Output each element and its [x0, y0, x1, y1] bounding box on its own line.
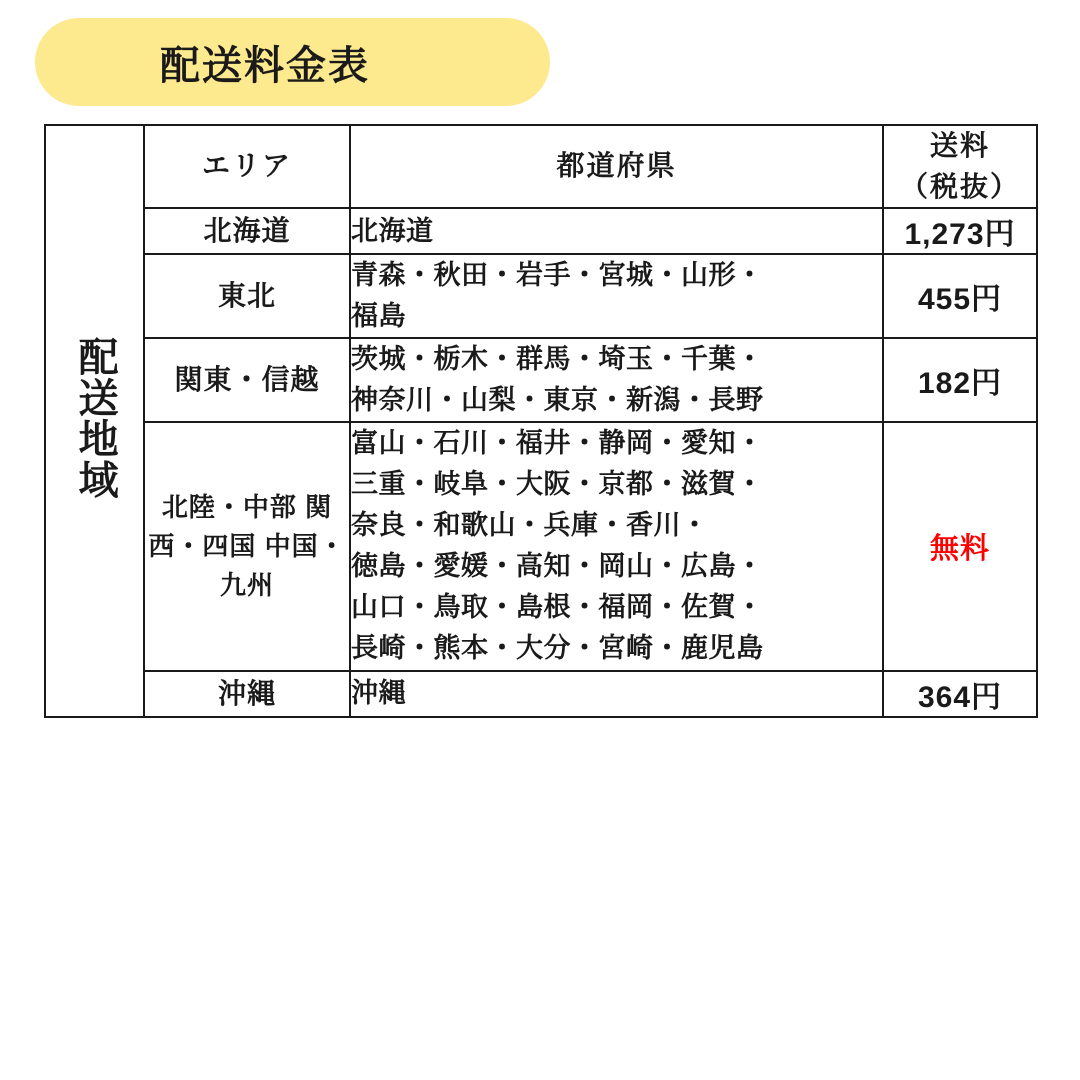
- prefecture-line: 神奈川・山梨・東京・新潟・長野: [351, 385, 764, 416]
- table-row: [45, 208, 1037, 254]
- header-area-text: エリア: [201, 150, 292, 182]
- title-banner: [35, 18, 550, 106]
- side-label-text: 配送地域: [73, 336, 118, 501]
- table-row: [45, 254, 1037, 338]
- header-fee-sub: （税抜）: [899, 170, 1020, 202]
- table-row: [45, 671, 1037, 717]
- prefecture-cell: [350, 254, 883, 338]
- table-row: [45, 338, 1037, 422]
- prefecture-line: 沖縄: [351, 677, 406, 708]
- title-pill: [35, 18, 550, 106]
- area-cell: [144, 422, 350, 670]
- table-header-row: [45, 125, 1037, 208]
- side-label-cell: [45, 125, 144, 717]
- area-line: 中国・九州: [219, 530, 346, 600]
- page-title: 配送料金表: [160, 43, 370, 88]
- prefecture-line: 徳島・愛媛・高知・岡山・広島・: [351, 551, 764, 582]
- header-fee-main: 送料: [929, 130, 990, 161]
- prefecture-line: 福島: [351, 301, 406, 332]
- fee-value: 1,273円: [904, 218, 1016, 252]
- area-line: 関西・四国: [148, 491, 333, 561]
- prefecture-line: 三重・岐阜・大阪・京都・滋賀・: [351, 469, 764, 500]
- area-line: 関東・信越: [174, 364, 320, 396]
- prefecture-line: 北海道: [351, 215, 434, 246]
- fee-value: 182円: [917, 367, 1003, 401]
- prefecture-cell: [350, 671, 883, 717]
- area-cell: [144, 671, 350, 717]
- area-line: 北海道: [203, 215, 291, 247]
- fee-value: 455円: [917, 283, 1003, 317]
- area-cell: [144, 338, 350, 422]
- fee-cell: [883, 671, 1037, 717]
- shipping-fee-table: [44, 124, 1038, 718]
- prefecture-line: 茨城・栃木・群馬・埼玉・千葉・: [351, 344, 764, 375]
- prefecture-cell: [350, 422, 883, 670]
- header-fee: [883, 125, 1037, 208]
- area-line: 沖縄: [217, 677, 276, 709]
- prefecture-line: 富山・石川・福井・静岡・愛知・: [351, 428, 764, 459]
- table-row: [45, 422, 1037, 670]
- fee-cell: [883, 338, 1037, 422]
- prefecture-line: 山口・鳥取・島根・福岡・佐賀・: [351, 592, 764, 623]
- area-cell: [144, 208, 350, 254]
- fee-cell: [883, 208, 1037, 254]
- header-prefecture-text: 都道府県: [556, 150, 677, 182]
- fee-value: 364円: [917, 680, 1003, 714]
- prefecture-line: 青森・秋田・岩手・宮城・山形・: [351, 260, 764, 291]
- prefecture-cell: [350, 338, 883, 422]
- prefecture-line: 長崎・熊本・大分・宮崎・鹿児島: [351, 633, 764, 664]
- area-line: 東北: [217, 280, 276, 312]
- prefecture-cell: [350, 208, 883, 254]
- fee-cell: [883, 254, 1037, 338]
- header-area: [144, 125, 350, 208]
- area-line: 北陸・中部: [161, 491, 297, 522]
- fee-cell: [883, 422, 1037, 670]
- fee-value-free: 無料: [929, 532, 990, 565]
- shipping-fee-table-wrapper: [44, 124, 1036, 718]
- area-cell: [144, 254, 350, 338]
- header-prefecture: [350, 125, 883, 208]
- prefecture-line: 奈良・和歌山・兵庫・香川・: [351, 510, 709, 541]
